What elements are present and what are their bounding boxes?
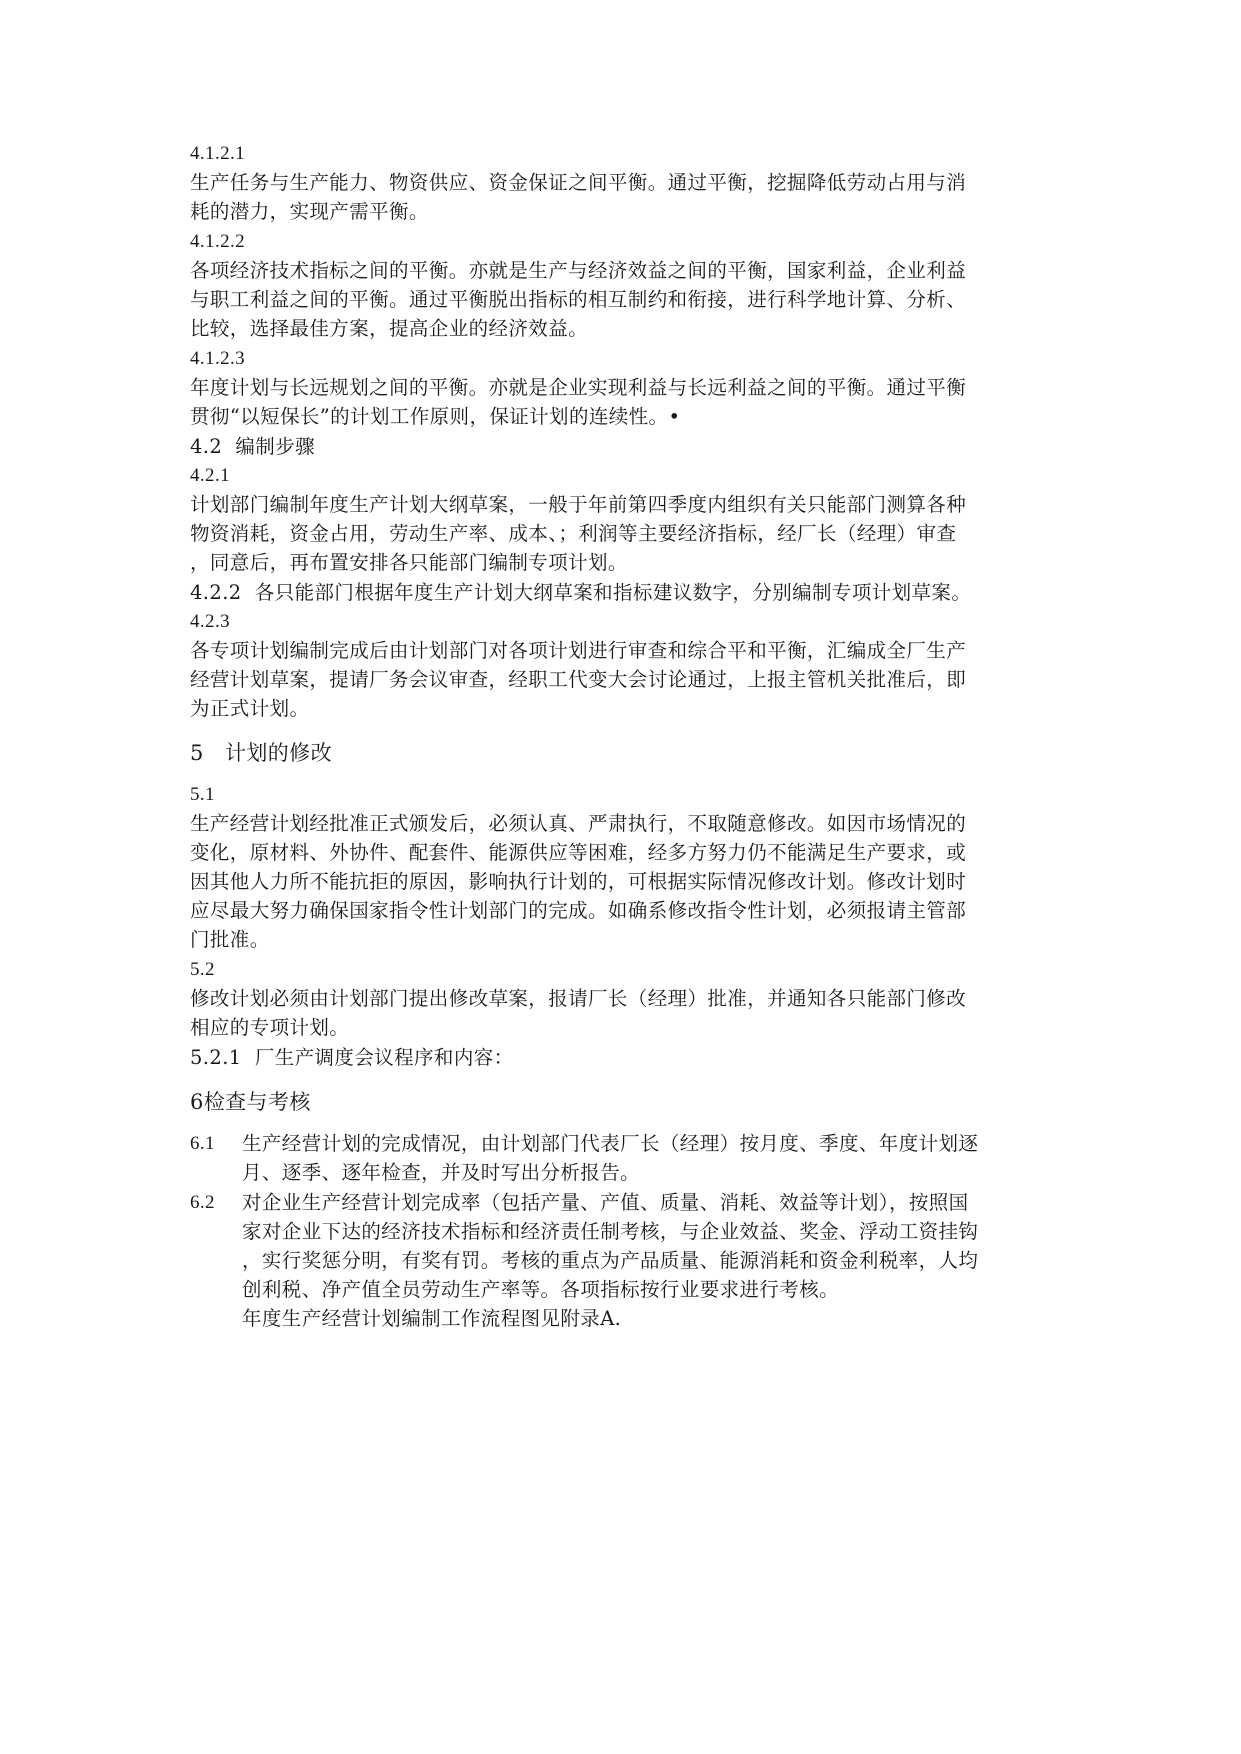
paragraph-line: 年度生产经营计划编制工作流程图见附录A. — [242, 1307, 622, 1330]
section-heading: 4.2 编制步骤 — [190, 435, 316, 458]
paragraph-line: 4.2.2 各只能部门根据年度生产计划大纲草案和指标建议数字，分别编制专项计划草案。 — [190, 581, 972, 604]
paragraph-line: 家对企业下达的经济技术指标和经济责任制考核，与企业效益、奖金、浮动工资挂钩 — [242, 1220, 979, 1243]
section-number: 4.1.2.3 — [190, 348, 246, 369]
section-number: 4.2.1 — [190, 465, 230, 486]
paragraph-line: 耗的潜力，实现产需平衡。 — [190, 200, 429, 223]
section-number: 4.1.2.1 — [190, 143, 246, 164]
paragraph-line: 创利税、净产值全员劳动生产率等。各项指标按行业要求进行考核。 — [242, 1278, 840, 1301]
paragraph-line: ，实行奖惩分明，有奖有罚。考核的重点为产品质量、能源消耗和资金利税率，人均 — [242, 1249, 979, 1272]
paragraph-line: 生产任务与生产能力、物资供应、资金保证之间平衡。通过平衡，挖掘降低劳动占用与消 — [190, 171, 967, 194]
paragraph-line: 各项经济技术指标之间的平衡。亦就是生产与经济效益之间的平衡，国家利益，企业利益 — [190, 259, 967, 282]
section-heading: 5 计划的修改 — [190, 741, 332, 765]
section-number: 5.1 — [190, 784, 215, 805]
section-number: 6.2 — [190, 1192, 215, 1213]
paragraph-line: 因其他人力所不能抗拒的原因，影响执行计划的，可根据实际情况修改计划。修改计划时 — [190, 870, 967, 893]
paragraph-line: 变化，原材料、外协件、配套件、能源供应等困难，经多方努力仍不能满足生产要求，或 — [190, 841, 967, 864]
paragraph-line: 计划部门编制年度生产计划大纲草案，一般于年前第四季度内组织有关只能部门测算各种 — [190, 493, 967, 516]
paragraph-line: 对企业生产经营计划完成率（包括产量、产值、质量、消耗、效益等计划），按照国 — [242, 1191, 969, 1214]
paragraph-line: 贯彻“以短保长”的计划工作原则，保证计划的连续性。• — [190, 405, 681, 428]
section-number: 6.1 — [190, 1133, 215, 1154]
paragraph-line: 应尽最大努力确保国家指令性计划部门的完成。如确系修改指令性计划，必须报请主管部 — [190, 899, 967, 922]
paragraph-line: 生产经营计划经批准正式颁发后，必须认真、严肃执行，不取随意修改。如因市场情况的 — [190, 812, 967, 835]
paragraph-line: 各专项计划编制完成后由计划部门对各项计划进行审查和综合平和平衡，汇编成全厂生产 — [190, 639, 967, 662]
paragraph-line: 物资消耗，资金占用，劳动生产率、成本、；利润等主要经济指标，经厂长（经理）审查 — [190, 522, 957, 545]
section-number: 5.2 — [190, 959, 215, 980]
paragraph-line: 年度计划与长远规划之间的平衡。亦就是企业实现利益与长远利益之间的平衡。通过平衡 — [190, 376, 967, 399]
paragraph-line: 相应的专项计划。 — [190, 1016, 350, 1039]
paragraph-line: 生产经营计划的完成情况，由计划部门代表厂长（经理）按月度、季度、年度计划逐 — [242, 1132, 979, 1155]
paragraph-line: ，同意后，再布置安排各只能部门编制专项计划。 — [190, 551, 628, 574]
paragraph-line: 比较，选择最佳方案，提高企业的经济效益。 — [190, 317, 589, 340]
paragraph-line: 月、逐季、逐年检查，并及时写出分析报告。 — [242, 1161, 641, 1184]
paragraph-line: 经营计划草案，提请厂务会议审查，经职工代变大会讨论通过，上报主管机关批准后，即 — [190, 668, 967, 691]
paragraph-line: 为正式计划。 — [190, 697, 310, 720]
section-number: 4.1.2.2 — [190, 231, 246, 252]
paragraph-line: 5.2.1 厂生产调度会议程序和内容： — [190, 1046, 514, 1069]
section-heading: 6检查与考核 — [190, 1090, 311, 1114]
paragraph-line: 与职工利益之间的平衡。通过平衡脱出指标的相互制约和衔接，进行科学地计算、分析、 — [190, 288, 967, 311]
paragraph-line: 修改计划必须由计划部门提出修改草案，报请厂长（经理）批准，并通知各只能部门修改 — [190, 987, 967, 1010]
section-number: 4.2.3 — [190, 611, 230, 632]
paragraph-line: 门批准。 — [190, 928, 270, 951]
